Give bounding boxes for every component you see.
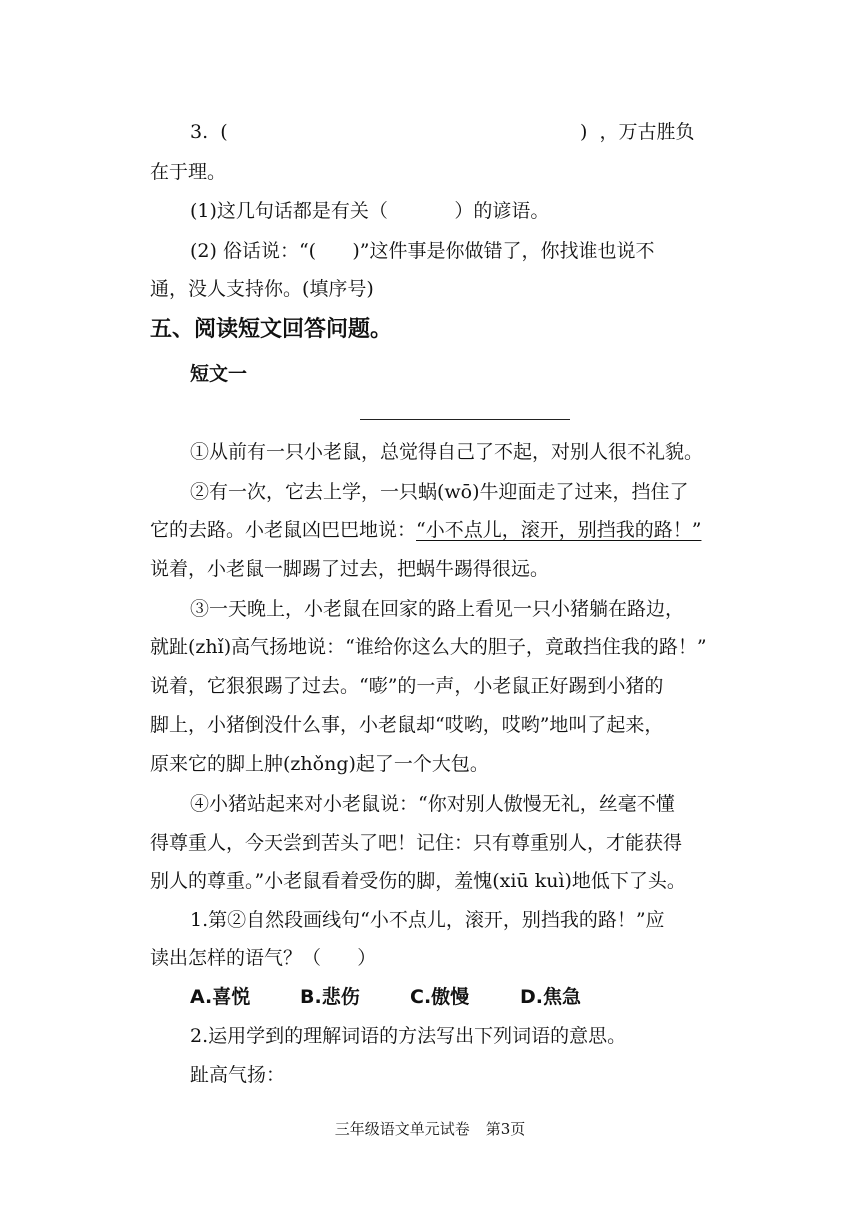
paragraph-4-line1: ④小猪站起来对小老鼠说：“你对别人傲慢无礼，丝毫不懂 [190,793,675,815]
question-1-line2: 读出怎样的语气？（ ） [150,947,377,969]
option-b: B.悲伤 [300,986,360,1008]
sub-question-2-line2: 通，没人支持你。(填序号) [150,278,374,300]
q3-line1-b: ) ，万古胜负 [580,121,695,143]
passage-title-blank [360,419,570,420]
option-c: C.傲慢 [410,986,470,1008]
paragraph-3-line1: ③一天晚上，小老鼠在回家的路上看见一只小猪躺在路边， [190,598,685,620]
question-1-options [190,985,630,1009]
option-d: D.焦急 [520,986,581,1008]
paragraph-3-line5: 原来它的脚上肿(zhǒng)起了一个大包。 [150,753,489,775]
paragraph-2-line2 [150,518,701,542]
option-a: A.喜悦 [190,986,251,1008]
paragraph-4-line3: 别人的尊重。”小老鼠看着受伤的脚，羞愧(xiū kuì)地低下了头。 [150,870,686,892]
section-5-title: 五、阅读短文回答问题。 [150,317,393,342]
paragraph-3-line2: 就趾(zhǐ)高气扬地说：“谁给你这么大的胆子，竟敢挡住我的路！” [150,636,707,658]
paragraph-2-line2-text: 它的去路。小老鼠凶巴巴地说： [150,519,417,541]
q3-line2: 在于理。 [150,161,227,183]
exam-name: 三年级语文单元试卷 [334,1120,470,1138]
question-2: 2.运用学到的理解词语的方法写出下列词语的意思。 [190,1025,627,1047]
page-footer [0,1118,860,1139]
paragraph-3-line3: 说着，它狠狠踢了过去。“嘭”的一声，小老鼠正好踢到小猪的 [150,675,664,697]
paragraph-3-line4: 脚上，小猪倒没什么事，小老鼠却“哎哟，哎哟”地叫了起来， [150,714,664,736]
page-number: 第3页 [485,1120,526,1138]
paragraph-2-line1: ②有一次，它去上学，一只蜗(wō)牛迎面走了过来，挡住了 [190,481,689,503]
question-1-line1: 1.第②自然段画线句“小不点儿，滚开，别挡我的路！”应 [190,909,665,931]
sub-question-2-line1: (2) 俗话说：“( )”这件事是你做错了，你找谁也说不 [190,240,655,262]
paragraph-2-line3: 说着，小老鼠一脚踢了过去，把蜗牛踢得很远。 [150,558,550,580]
passage-label: 短文一 [190,363,248,385]
paragraph-1: ①从前有一只小老鼠，总觉得自己了不起，对别人很不礼貌。 [190,441,704,463]
sub-question-1: (1)这几句话都是有关（ ）的谚语。 [190,200,550,222]
paragraph-4-line2: 得尊重人，今天尝到苦头了吧！记住：只有尊重别人，才能获得 [150,832,683,854]
underlined-sentence: “小不点儿，滚开，别挡我的路！” [416,519,702,541]
question-2-word: 趾高气扬： [190,1064,286,1086]
q3-line1-a: 3. ( [190,121,228,143]
